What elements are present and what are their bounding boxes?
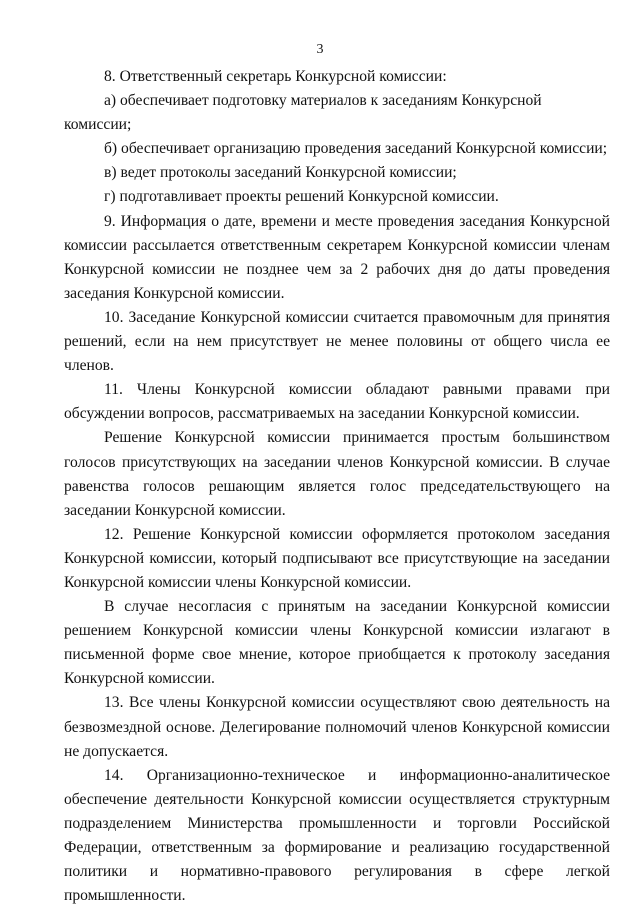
paragraph-11: 11. Члены Конкурсной комиссии обладают равными правами при обсуждении вопросов, рассматриваемых на заседании Конкурсной комиссии. (64, 381, 610, 423)
paragraph-8b: б) обеспечивает организацию проведения заседаний Конкурсной комиссии; (104, 140, 608, 158)
paragraph-8a: а) обеспечивает подготовку материалов к заседаниям Конкурсной комиссии; (64, 92, 542, 134)
paragraph-13: 13. Все члены Конкурсной комиссии осуществляют свою деятельность на безвозмездной основе. Делегирование полномочий членов Конкурсной комиссии не допускается. (64, 694, 610, 760)
document-body (64, 65, 610, 908)
paragraph-8: 8. Ответственный секретарь Конкурсной комиссии: (104, 68, 447, 85)
paragraph-12: 12. Решение Конкурсной комиссии оформляется протоколом заседания Конкурсной комиссии, который подписывают все присутствующие на заседании Конкурсной комиссии члены Конкурсной комиссии. (64, 525, 610, 591)
paragraph-9: 9. Информация о дате, времени и месте проведения заседания Конкурсной комиссии рассылается ответственным секретарем Конкурсной комиссии членам Конкурсной комиссии не позднее чем за 2 рабочих дня до даты проведения заседания Конкурсной комиссии. (64, 212, 610, 302)
paragraph-11-decision: Решение Конкурсной комиссии принимается простым большинством голосов присутствующих на заседании членов Конкурсной комиссии. В случае равенства голосов решающим является голос председательствующего на заседании Конкурсной комиссии. (64, 429, 610, 519)
paragraph-8g: г) подготавливает проекты решений Конкурсной комиссии. (104, 188, 499, 206)
page-number: 3 (316, 42, 324, 57)
paragraph-10: 10. Заседание Конкурсной комиссии считается правомочным для принятия решений, если на нем присутствует не менее половины от общего числа ее членов. (64, 308, 610, 375)
paragraph-12-disagreement: В случае несогласия с принятым на заседании Конкурсной комиссии решением Конкурсной комиссии члены Конкурсной комиссии излагают в письменной форме свое мнение, которое приобщается к протоколу заседания Конкурсной комиссии. (64, 598, 610, 688)
paragraph-14: 14. Организационно-техническое и информационно-аналитическое обеспечение деятельности Конкурсной комиссии осуществляется структурным подразделением Министерства промышленности и торговли Российской Федерации, ответственным за формирование и реализацию государственной политики и нормативно-правового регулирования в сфере легкой промышленности. (64, 766, 610, 905)
paragraph-8v: в) ведет протоколы заседаний Конкурсной комиссии; (104, 164, 457, 182)
